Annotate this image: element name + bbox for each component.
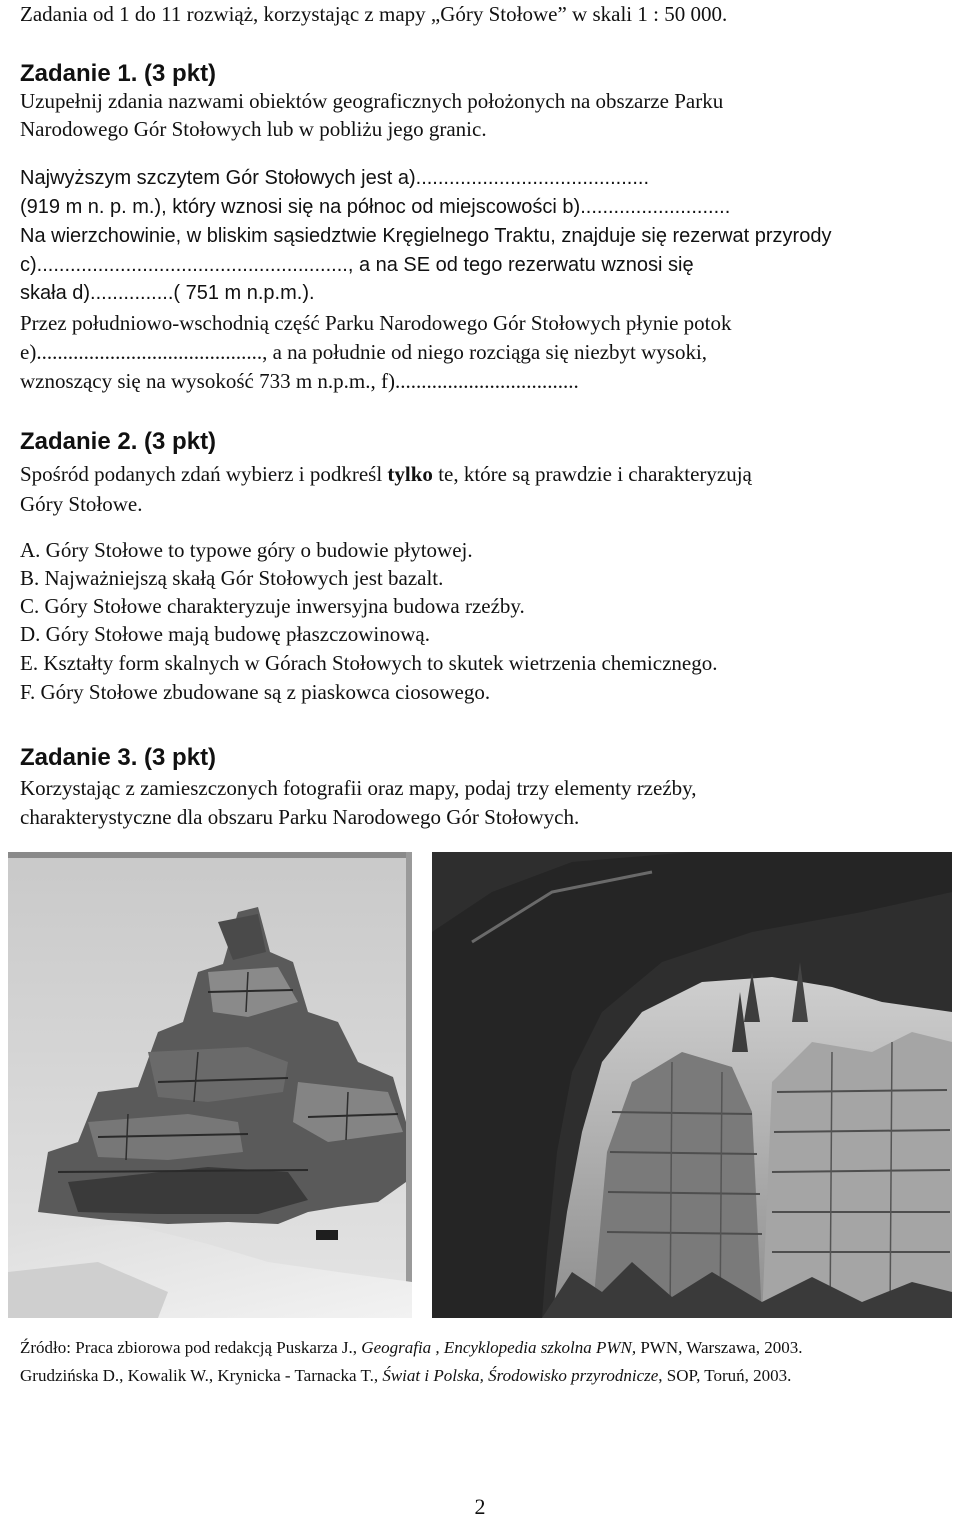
source-title: Geografia , Encyklopedia szkolna PWN, — [361, 1338, 637, 1357]
source-title: Świat i Polska, Środowisko przyrodnicze — [382, 1366, 659, 1385]
source-publisher: , SOP, Toruń, 2003. — [658, 1366, 792, 1385]
task3-instruction-line: charakterystyczne dla obszaru Parku Narodowego Gór Stołowych. — [20, 805, 580, 829]
task1-text-line: (919 m n. p. m.), który wznosi się na północ od miejscowości b)........................... — [20, 196, 731, 218]
task3-points: (3 pkt) — [144, 744, 217, 771]
task1-instruction-line: Narodowego Gór Stołowych lub w pobliżu jego granic. — [20, 117, 487, 141]
task1-title: Zadanie 1. — [20, 60, 138, 87]
task1-text-line: Na wierzchowinie, w bliskim sąsiedztwie Kręgielnego Traktu, znajduje się rezerwat przyrody — [20, 225, 832, 247]
task2-option: D. Góry Stołowe mają budowę płaszczowinową. — [20, 622, 430, 646]
task3-heading — [20, 744, 216, 772]
task1-text-line: skała d)...............( 751 m n.p.m.). — [20, 282, 315, 304]
task2-instruction-emphasis: tylko — [387, 462, 433, 486]
rock-arch-photo — [432, 852, 952, 1318]
task1-heading — [20, 60, 216, 88]
task2-option: E. Kształty form skalnych w Górach Stołowych to skutek wietrzenia chemicznego. — [20, 651, 718, 675]
intro-text: Zadania od 1 do 11 rozwiąż, korzystając z mapy „Góry Stołowe” w skali 1 : 50 000. — [20, 2, 728, 26]
task1-text-line: e)..........................................., a na południe od niego rozciąga się niezbyt wysoki, — [20, 340, 708, 364]
task3-title: Zadanie 3. — [20, 744, 138, 771]
task1-points: (3 pkt) — [144, 60, 217, 87]
task1-text-line: Najwyższym szczytem Gór Stołowych jest a).......................................... — [20, 167, 650, 189]
task3-instruction-line: Korzystając z zamieszczonych fotografii oraz mapy, podaj trzy elementy rzeźby, — [20, 776, 697, 800]
task2-title: Zadanie 2. — [20, 428, 138, 455]
source-publisher: PWN, Warszawa, 2003. — [636, 1338, 803, 1357]
task2-instruction — [20, 462, 752, 487]
task2-instruction-start: Spośród podanych zdań wybierz i podkreśl — [20, 462, 388, 486]
task2-option: C. Góry Stołowe charakteryzuje inwersyjna budowa rzeźby. — [20, 594, 525, 618]
task2-option: A. Góry Stołowe to typowe góry o budowie płytowej. — [20, 538, 473, 562]
task2-heading — [20, 428, 216, 456]
task1-instruction-line: Uzupełnij zdania nazwami obiektów geograficznych położonych na obszarze Parku — [20, 89, 724, 113]
task1-text-line: Przez południowo-wschodnią część Parku Narodowego Gór Stołowych płynie potok — [20, 311, 732, 335]
source-citation — [20, 1364, 940, 1388]
sources-block — [20, 1336, 940, 1390]
task2-instruction-line2: Góry Stołowe. — [20, 492, 143, 516]
task1-text-line: c)........................................................, a na SE od tego rezerwatu wznosi się — [20, 254, 694, 276]
source-authors: Grudzińska D., Kowalik W., Krynicka - Tarnacka T., — [20, 1366, 383, 1385]
task2-option: F. Góry Stołowe zbudowane są z piaskowca ciosowego. — [20, 680, 491, 704]
task2-option: B. Najważniejszą skałą Gór Stołowych jest bazalt. — [20, 566, 444, 590]
task1-text-line: wznoszący się na wysokość 733 m n.p.m., f)................................... — [20, 369, 579, 393]
source-authors: Źródło: Praca zbiorowa pod redakcją Puskarza J., — [20, 1338, 362, 1357]
source-citation — [20, 1336, 940, 1360]
rock-arch-image — [432, 852, 952, 1318]
photo-row — [0, 848, 960, 1320]
rock-stack-photo — [8, 852, 412, 1318]
rock-stack-image — [8, 852, 412, 1318]
page-number: 2 — [474, 1494, 486, 1519]
task2-points: (3 pkt) — [144, 428, 217, 455]
task2-instruction-end: te, które są prawdzie i charakteryzują — [432, 462, 752, 486]
